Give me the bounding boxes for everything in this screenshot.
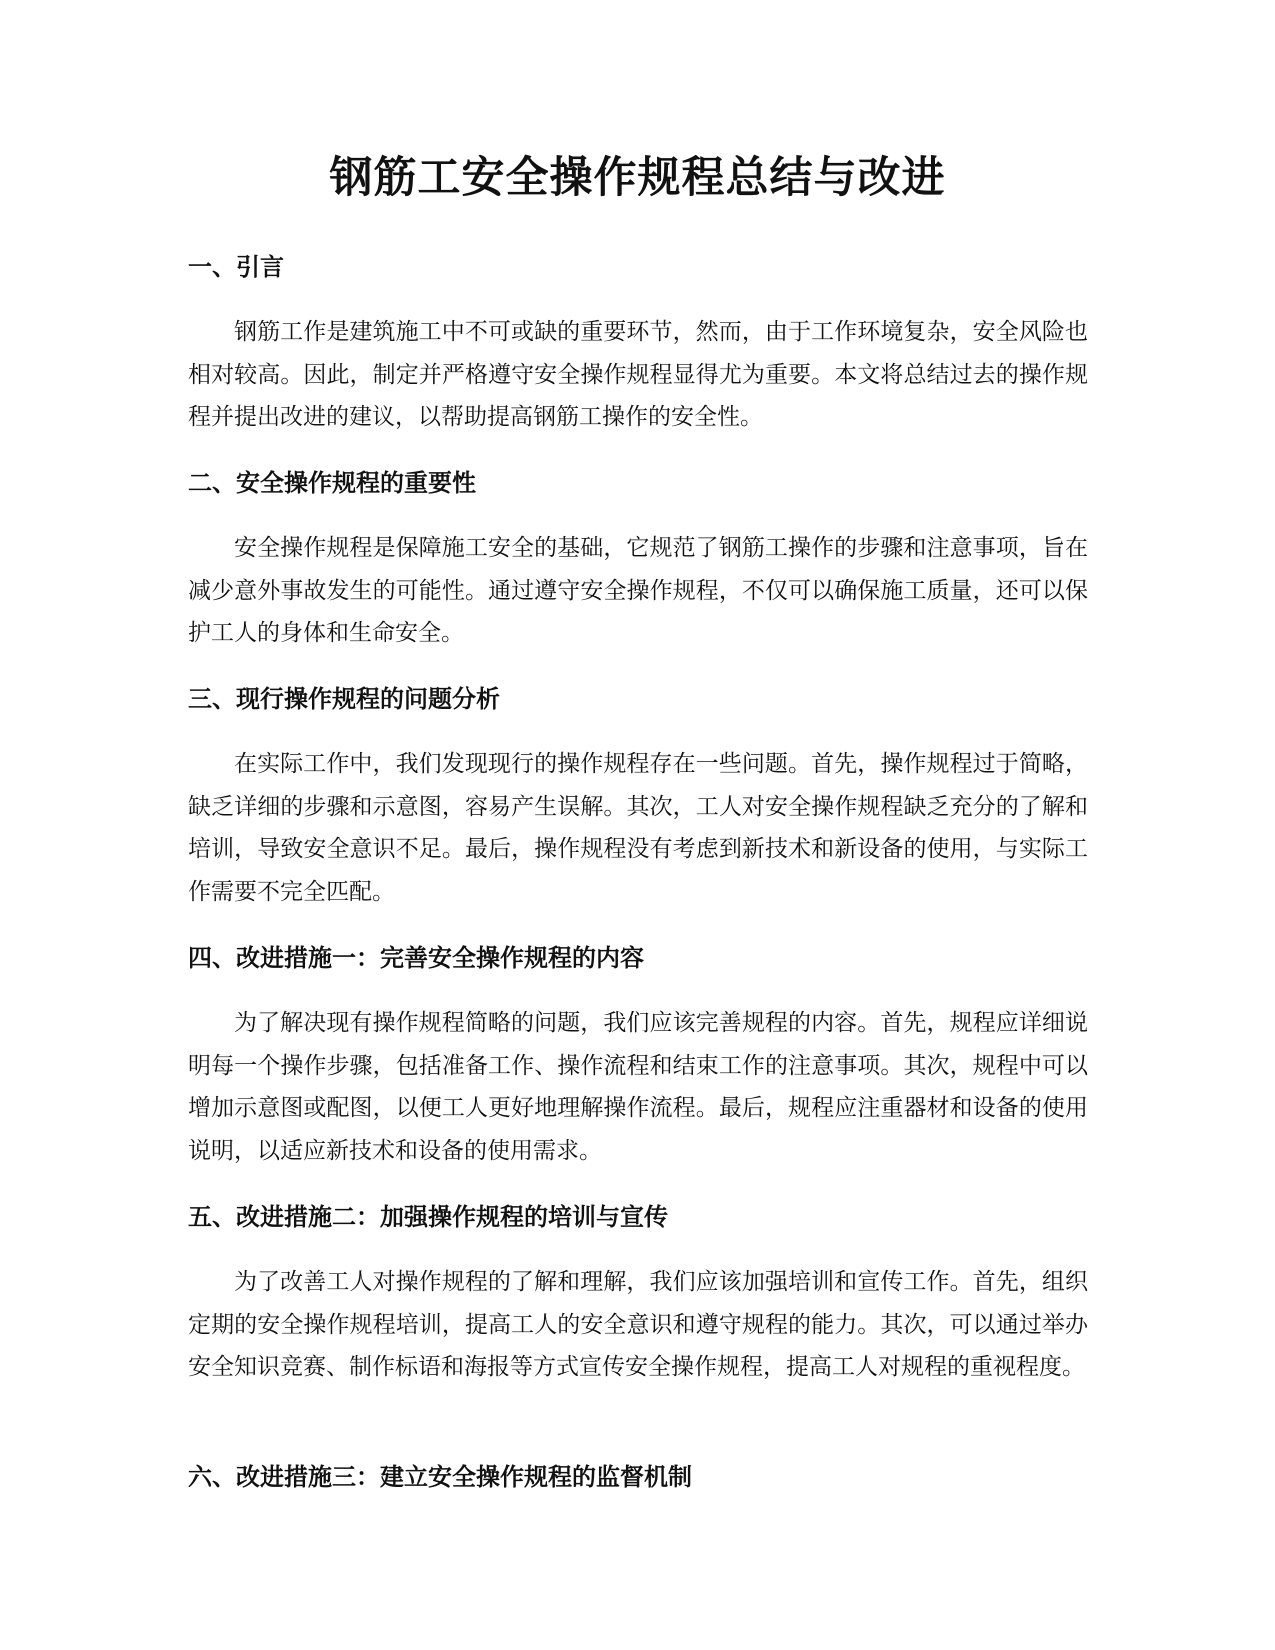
- section-introduction: [188, 250, 1088, 439]
- section-paragraph: 钢筋工作是建筑施工中不可或缺的重要环节，然而，由于工作环境复杂，安全风险也相对较高。因此，制定并严格遵守安全操作规程显得尤为重要。本文将总结过去的操作规程并提出改进的建议，以帮助提高钢筋工操作的安全性。: [188, 319, 1088, 430]
- section-heading: 三、现行操作规程的问题分析: [188, 685, 500, 713]
- section-paragraph: 在实际工作中，我们发现现行的操作规程存在一些问题。首先，操作规程过于简略，缺乏详细的步骤和示意图，容易产生误解。其次，工人对安全操作规程缺乏充分的了解和培训，导致安全意识不足。最后，操作规程没有考虑到新技术和新设备的使用，与实际工作需要不完全匹配。: [188, 751, 1088, 905]
- section-paragraph: 为了改善工人对操作规程的了解和理解，我们应该加强培训和宣传工作。首先，组织定期的安全操作规程培训，提高工人的安全意识和遵守规程的能力。其次，可以通过举办安全知识竞赛、制作标语和海报等方式宣传安全操作规程，提高工人对规程的重视程度。: [188, 1269, 1088, 1380]
- section-heading: 一、引言: [188, 253, 284, 281]
- section-heading: 二、安全操作规程的重要性: [188, 469, 476, 497]
- section-heading: 五、改进措施二：加强操作规程的培训与宣传: [188, 1203, 668, 1231]
- section-heading: 六、改进措施三：建立安全操作规程的监督机制: [188, 1463, 692, 1491]
- section-improvement-two: [188, 1200, 1088, 1389]
- section-improvement-three: [188, 1460, 1088, 1494]
- section-problem-analysis: [188, 682, 1088, 913]
- section-heading: 四、改进措施一：完善安全操作规程的内容: [188, 944, 644, 972]
- section-improvement-one: [188, 941, 1088, 1172]
- section-importance: [188, 466, 1088, 655]
- section-paragraph: 安全操作规程是保障施工安全的基础，它规范了钢筋工操作的步骤和注意事项，旨在减少意外事故发生的可能性。通过遵守安全操作规程，不仅可以确保施工质量，还可以保护工人的身体和生命安全。: [188, 535, 1088, 646]
- document-title: 钢筋工安全操作规程总结与改进: [329, 153, 946, 203]
- section-paragraph: 为了解决现有操作规程简略的问题，我们应该完善规程的内容。首先，规程应详细说明每一个操作步骤，包括准备工作、操作流程和结束工作的注意事项。其次，规程中可以增加示意图或配图，以便工人更好地理解操作流程。最后，规程应注重器材和设备的使用说明，以适应新技术和设备的使用需求。: [188, 1010, 1088, 1164]
